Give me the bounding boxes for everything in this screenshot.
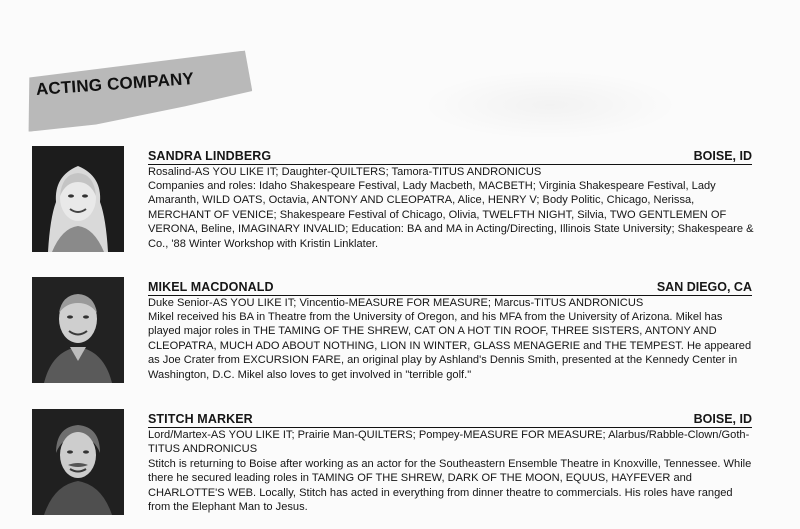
actor-hometown: BOISE, ID: [693, 149, 752, 163]
section-title: ACTING COMPANY: [35, 68, 195, 99]
headshot-stitch-marker: [32, 409, 124, 515]
actor-bio: Stitch is returning to Boise after working as an actor for the Southeastern Ensemble Theatre in Knoxville, Tennessee. While there he secured leading roles in TAMING OF THE SHREW, DARK OF THE MOON, EQUUS, HAYFEVER and CHARLOTTE'S WEB. Locally, Stitch has acted in everything from dinner theatre to commercials. His roles have ranged from the Elephant Man to Jesus.: [148, 458, 752, 514]
actor-roles: Rosalind-AS YOU LIKE IT; Daughter-QUILTERS; Tamora-TITUS ANDRONICUS: [148, 166, 542, 178]
entry-header-sandra-lindberg: [148, 146, 752, 165]
entry-header-mikel-macdonald: [148, 277, 752, 296]
actor-hometown: SAN DIEGO, CA: [656, 280, 752, 294]
actor-name: MIKEL MACDONALD: [148, 280, 274, 294]
faded-background-print: [420, 70, 680, 140]
actor-roles: Duke Senior-AS YOU LIKE IT; Vincentio-MEASURE FOR MEASURE; Marcus-TITUS ANDRONICUS: [148, 297, 644, 309]
entry-header-stitch-marker: [148, 409, 752, 428]
actor-bio: Companies and roles: Idaho Shakespeare Festival, Lady Macbeth, MACBETH; Virginia Shakespeare Festival, Lady Amaranth, WILD OATS, Octavia, ANTONY AND CLEOPATRA, Alice, HENRY V; Body Politic, Chicago, Nerissa, MERCHANT OF VENICE; Shakespeare Festival of Chicago, Olivia, TWELFTH NIGHT, Silvia, TWO GENTLEMEN OF VERONA, Beline, IMAGINARY INVALID; Education: BA and MA in Acting/Directing, Illinois State University; Shakespeare & Co., '88 Winter Workshop with Kristin Linklater.: [148, 180, 754, 250]
actor-name: STITCH MARKER: [148, 412, 253, 426]
actor-hometown: BOISE, ID: [693, 412, 752, 426]
headshot-sandra-lindberg: [32, 146, 124, 252]
actor-roles: Lord/Martex-AS YOU LIKE IT; Prairie Man-QUILTERS; Pompey-MEASURE FOR MEASURE; Alarbus/Rabble-Clown/Goth-TITUS ANDRONICUS: [148, 429, 750, 456]
actor-name: SANDRA LINDBERG: [148, 149, 272, 163]
actor-bio: Mikel received his BA in Theatre from the University of Oregon, and his MFA from the University of Arizona. Mikel has played major roles in THE TAMING OF THE SHREW, CAT ON A HOT TIN ROOF, THREE SISTERS, ANTONY AND CLEOPATRA, MUCH ADO ABOUT NOTHING, LION IN WINTER, GLASS MENAGERIE and THE TEMPEST. He appeared as Joe Crater from EXCURSION FARE, an original play by Ashland's Dennis Smith, presented at the Kennedy Center in Washington, D.C. Mikel also loves to get involved in "terrible golf.": [148, 311, 752, 381]
headshot-mikel-macdonald: [32, 277, 124, 383]
